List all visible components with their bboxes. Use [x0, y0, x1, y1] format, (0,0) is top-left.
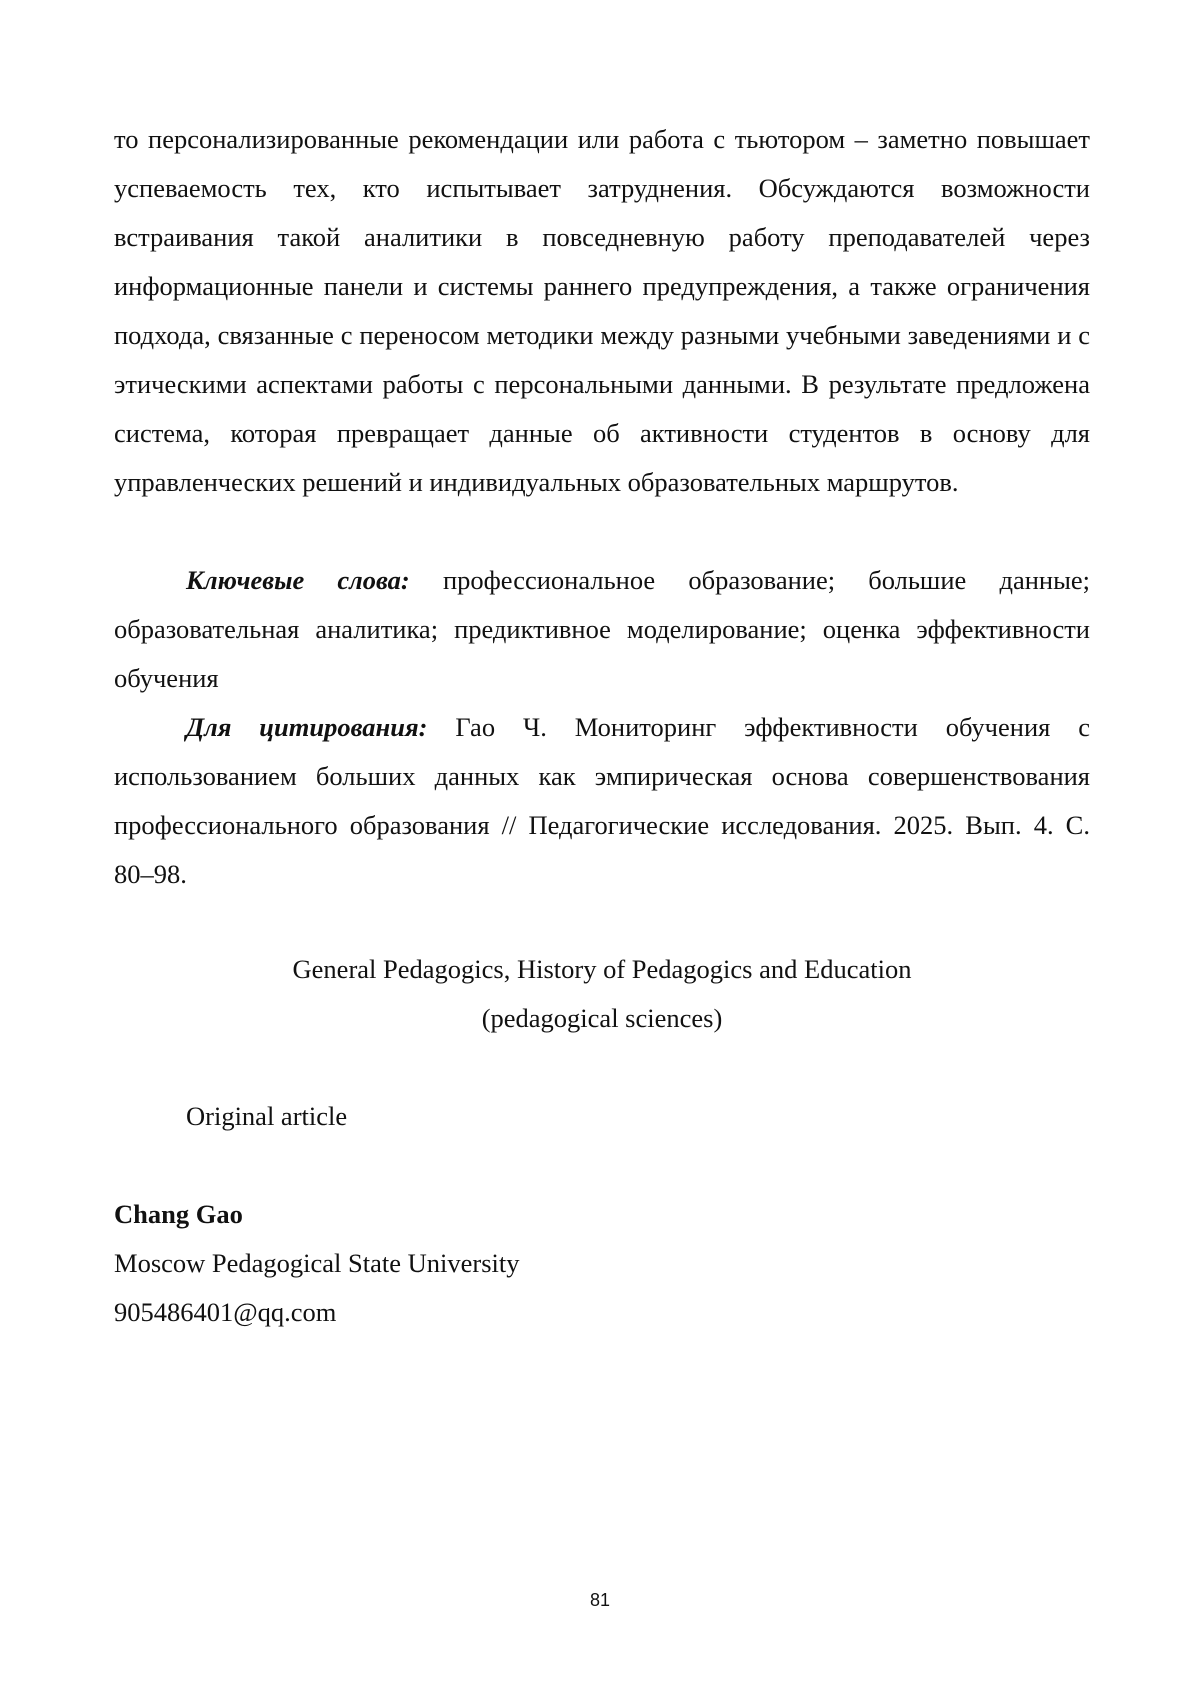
abstract-text: то персонализированные рекомендации или работа с тьютором – заметно повышает успеваемость тех, кто испытывает затруднения. Обсуждаются возможности встраивания такой аналитики в повседневную работу преподавателей через информационные панели и системы раннего предупреждения, а также ограничения подхода, связанные с переносом методики между разными учебными заведениями и с этическими аспектами работы с персональными данными. В результате предложена система, которая превращает данные об активности студентов в основу для управленческих решений и индивидуальных образовательных маршрутов.: [114, 124, 1090, 497]
citation-paragraph: [114, 703, 1090, 899]
author-affiliation: Moscow Pedagogical State University: [114, 1248, 520, 1278]
rubric-title: General Pedagogics, History of Pedagogics and Education: [292, 954, 912, 984]
page-number: 81: [589, 1590, 611, 1610]
rubric-subtitle: (pedagogical sciences): [481, 1003, 723, 1033]
author-email: 905486401@qq.com: [114, 1297, 337, 1327]
keywords-label: Ключевые слова:: [186, 565, 410, 595]
keywords-section: [114, 556, 1090, 703]
article-type: Original article: [186, 1101, 348, 1131]
citation-label: Для цитирования:: [186, 712, 428, 742]
author-name: Chang Gao: [114, 1199, 243, 1229]
citation-section: [114, 703, 1090, 899]
keywords-paragraph: [114, 556, 1090, 703]
abstract-continuation: [114, 115, 1090, 507]
citation-text: Гао Ч. Мониторинг эффективности обучения с использованием больших данных как эмпирическая основа совершенствования профессионального образования // Педагогические исследования. 2025. Вып. 4. С. 80–98.: [114, 712, 1091, 889]
keywords-text: профессиональное образование; большие данные; образовательная аналитика; предиктивное моделирование; оценка эффективности обучения: [114, 565, 1090, 693]
